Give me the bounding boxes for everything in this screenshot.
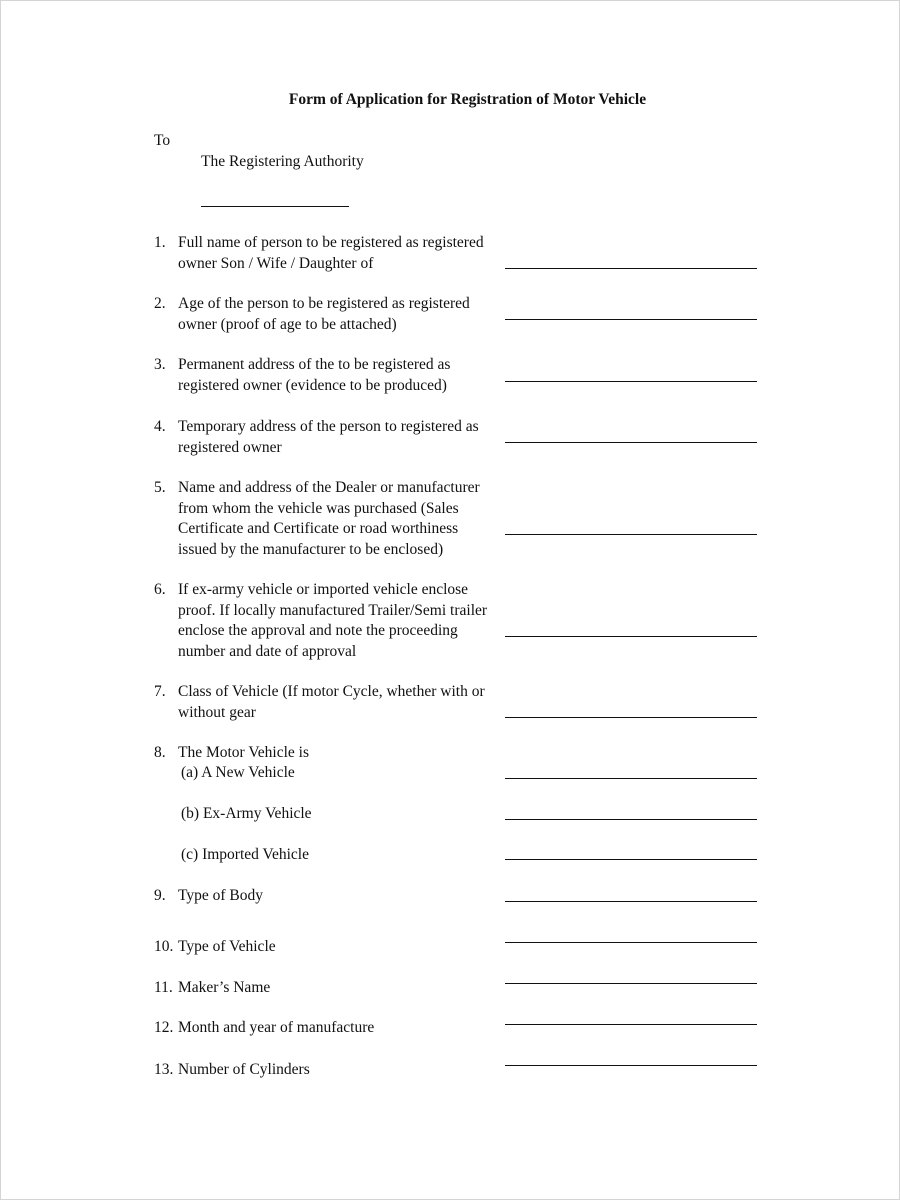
authority-label: The Registering Authority <box>201 153 364 170</box>
item-text: Maker’s Name <box>178 979 271 996</box>
item-number: 7. <box>154 683 166 700</box>
blank-line-9[interactable] <box>505 901 757 902</box>
authority-blank-line[interactable] <box>201 206 349 207</box>
item-number: 11. <box>154 979 173 996</box>
blank-line-1[interactable] <box>505 268 757 269</box>
form-title: Form of Application for Registration of Motor Vehicle <box>288 91 647 108</box>
item-8-option-c: (c) Imported Vehicle <box>181 846 309 863</box>
item-text: Class of Vehicle (If motor Cycle, whether with or without gear <box>178 683 485 721</box>
item-text: Number of Cylinders <box>178 1061 310 1078</box>
blank-line-2[interactable] <box>505 319 757 320</box>
item-number: 4. <box>154 418 166 435</box>
item-number: 9. <box>154 887 166 904</box>
item-number: 2. <box>154 295 166 312</box>
item-text: If ex-army vehicle or imported vehicle enclose proof. If locally manufactured Trailer/Semi trailer enclose the approval and note the proceeding number and date of approval <box>178 581 488 660</box>
item-number: 10. <box>154 938 174 955</box>
item-text: Name and address of the Dealer or manufacturer from whom the vehicle was purchased (Sales Certificate and Certificate or road worthiness issued by the manufacturer to be enclosed) <box>178 479 480 558</box>
blank-line-10[interactable] <box>505 942 757 943</box>
item-number: 6. <box>154 581 166 598</box>
item-text: Full name of person to be registered as registered owner Son / Wife / Daughter of <box>178 234 484 272</box>
item-number: 8. <box>154 744 166 761</box>
item-number: 13. <box>154 1061 174 1078</box>
blank-line-8b[interactable] <box>505 819 757 820</box>
to-label: To <box>154 132 171 149</box>
item-text: Type of Vehicle <box>178 938 276 955</box>
blank-line-4[interactable] <box>505 442 757 443</box>
blank-line-3[interactable] <box>505 381 757 382</box>
blank-line-12[interactable] <box>505 1024 757 1025</box>
item-number: 1. <box>154 234 166 251</box>
blank-line-13[interactable] <box>505 1065 757 1066</box>
blank-line-6[interactable] <box>505 636 757 637</box>
item-number: 5. <box>154 479 166 496</box>
blank-line-8c[interactable] <box>505 859 757 860</box>
blank-line-5[interactable] <box>505 534 757 535</box>
item-number: 12. <box>154 1019 174 1036</box>
item-text: The Motor Vehicle is <box>178 744 310 761</box>
item-text: Permanent address of the to be registered as registered owner (evidence to be produced) <box>178 356 451 394</box>
item-8-option-b: (b) Ex-Army Vehicle <box>181 805 312 822</box>
item-8-option-a: (a) A New Vehicle <box>181 764 295 781</box>
blank-line-7[interactable] <box>505 717 757 718</box>
item-text: Age of the person to be registered as registered owner (proof of age to be attached) <box>178 295 470 333</box>
item-text: Type of Body <box>178 887 264 904</box>
blank-line-8a[interactable] <box>505 778 757 779</box>
item-number: 3. <box>154 356 166 373</box>
blank-line-11[interactable] <box>505 983 757 984</box>
item-text: Month and year of manufacture <box>178 1019 375 1036</box>
item-text: Temporary address of the person to registered as registered owner <box>178 418 479 456</box>
